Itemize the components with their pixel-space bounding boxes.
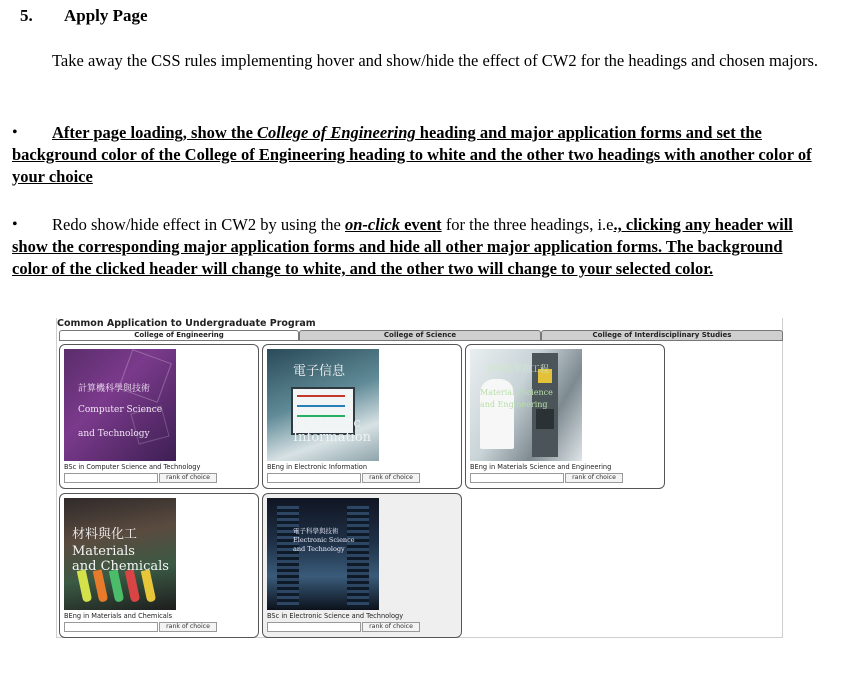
image-text-line2: and Technology: [78, 429, 150, 439]
bullet-item-2: [12, 214, 812, 280]
rank-of-choice-button[interactable]: rank of choice: [362, 473, 420, 483]
bullet-1-text-b: heading and major application forms and set the background color of the College of Engineering heading to white and the other two headings with another color of your choice: [12, 123, 812, 186]
rank-of-choice-button[interactable]: rank of choice: [159, 622, 217, 632]
tab-college-of-interdisciplinary-studies[interactable]: College of Interdisciplinary Studies: [541, 330, 783, 340]
rank-input[interactable]: [64, 473, 158, 483]
rank-input[interactable]: [267, 473, 361, 483]
tab-college-of-engineering[interactable]: College of Engineering: [59, 330, 299, 340]
major-card: [465, 344, 665, 489]
major-card: [59, 344, 259, 489]
rank-of-choice-button[interactable]: rank of choice: [159, 473, 217, 483]
materials-science-image: [470, 349, 582, 461]
rank-input[interactable]: [64, 622, 158, 632]
rank-input[interactable]: [267, 622, 361, 632]
major-caption: BSc in Computer Science and Technology: [64, 463, 201, 471]
section-title: Apply Page: [64, 6, 148, 25]
electronic-science-image: [267, 498, 379, 610]
image-text-line2: Information: [293, 430, 372, 445]
computer-science-image: [64, 349, 176, 461]
section-number: 5.: [20, 6, 33, 25]
image-text-line1: Materials Science: [480, 388, 553, 397]
bullet-1-text-emphasis: College of Engineering: [257, 123, 416, 142]
image-text-line2: and Technology: [293, 545, 345, 553]
image-text-line1: Materials: [72, 544, 135, 559]
major-caption: BEng in Materials Science and Engineering: [470, 463, 612, 471]
section-heading: [20, 6, 148, 26]
major-card: [262, 344, 462, 489]
rank-of-choice-button[interactable]: rank of choice: [565, 473, 623, 483]
image-text-chinese: 材料與化工: [72, 527, 138, 542]
bullet-2-text-c: ., clicking any header will show the corresponding major application forms and hide all other major application forms. The background color of the clicked header will change to white, and the other two will change to your selected color.: [12, 215, 793, 278]
image-text-chinese: 電子信息: [293, 364, 346, 379]
apply-page-screenshot: [56, 318, 783, 638]
major-caption: BSc in Electronic Science and Technology: [267, 612, 404, 620]
image-text-line1: Electronic: [293, 416, 361, 431]
electronic-information-image: [267, 349, 379, 461]
bullet-1-text-a: After page loading, show the: [52, 123, 258, 142]
image-text-chinese: 材料科學與工程: [486, 365, 550, 375]
materials-chemicals-image: [64, 498, 176, 610]
image-text-line1: Electronic Science: [293, 536, 355, 544]
bullet-2-text-event: event: [399, 215, 442, 234]
bullet-marker: •: [12, 124, 18, 141]
bullet-2-text-emphasis: on-click: [344, 215, 400, 234]
bullet-marker: •: [12, 216, 18, 233]
major-card: [262, 493, 462, 638]
major-forms-panel: [59, 340, 783, 638]
image-text-line2: and Chemicals: [72, 559, 169, 574]
image-text-line2: and Engineering: [480, 400, 548, 409]
image-text-chinese: 計算機科學與技術: [78, 384, 151, 394]
major-caption: BEng in Materials and Chemicals: [64, 612, 173, 620]
bullet-2-text-b: for the three headings, i.e: [441, 215, 614, 234]
intro-paragraph: Take away the CSS rules implementing hover and show/hide the effect of CW2 for the headings and chosen majors.: [52, 51, 819, 70]
rank-of-choice-button[interactable]: rank of choice: [362, 622, 420, 632]
bullet-item-1: [12, 122, 812, 188]
image-text-chinese: 電子科學與技術: [293, 527, 339, 535]
bullet-2-text-a: Redo show/hide effect in CW2 by using the: [52, 215, 345, 234]
image-text-line1: Computer Science: [78, 405, 163, 415]
program-title: Common Application to Undergraduate Program: [57, 318, 316, 329]
major-card: [59, 493, 259, 638]
tab-college-of-science[interactable]: College of Science: [299, 330, 541, 340]
major-caption: BEng in Electronic Information: [267, 463, 368, 471]
rank-input[interactable]: [470, 473, 564, 483]
